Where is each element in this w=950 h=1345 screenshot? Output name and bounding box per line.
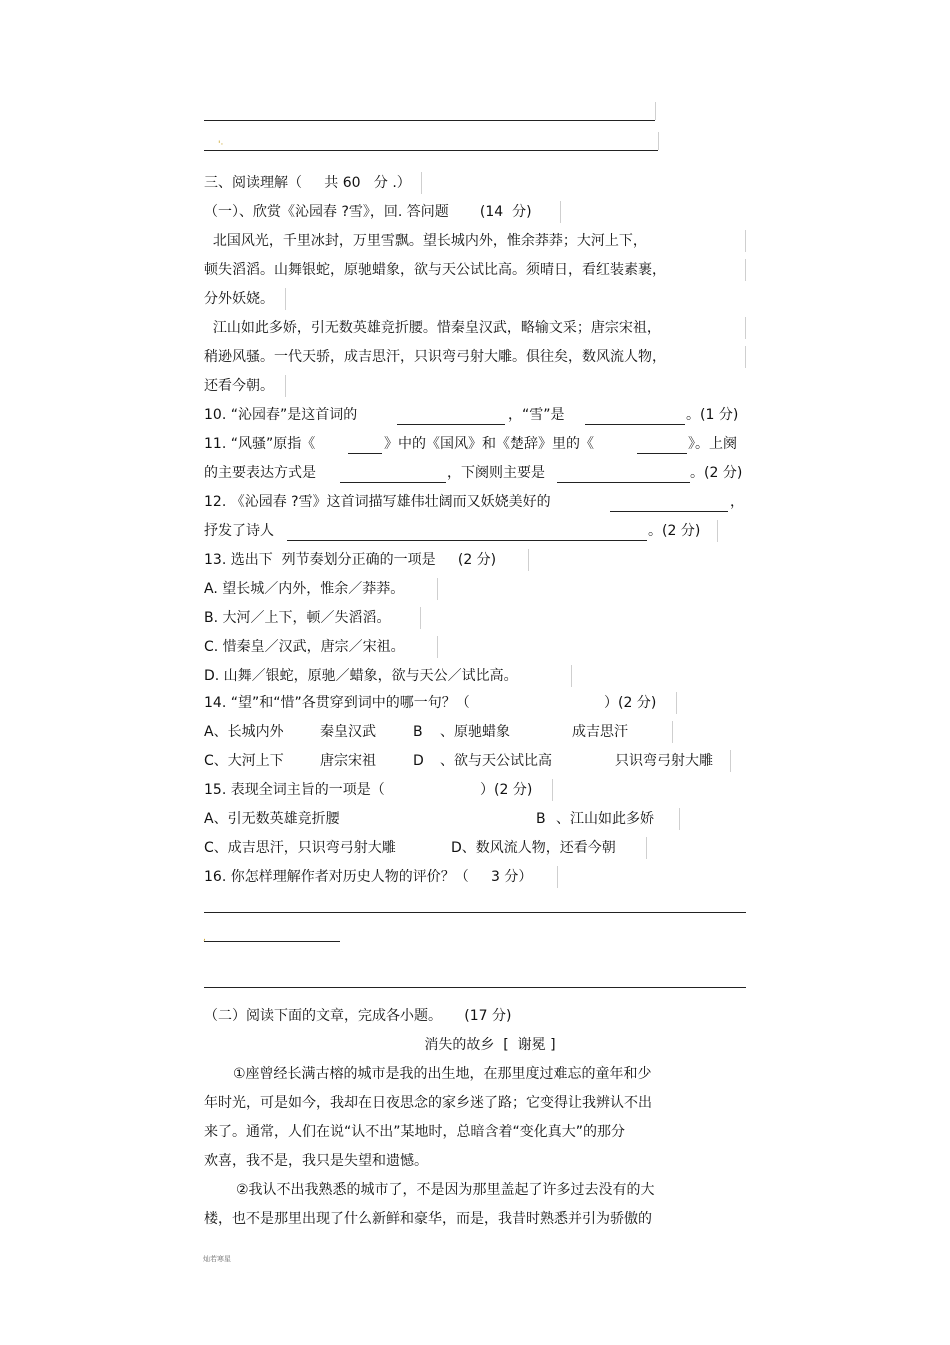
question-15-score: ）(2 分) bbox=[480, 782, 533, 798]
separator bbox=[557, 866, 558, 888]
separator bbox=[745, 259, 746, 281]
poem-line: 稍逊风骚。一代天骄，成吉思汗，只识弯弓射大雕。俱往矣，数风流人物， bbox=[204, 349, 666, 365]
answer-line[interactable] bbox=[204, 912, 746, 913]
separator bbox=[730, 750, 731, 772]
option-d-pair: 只识弯弓射大雕 bbox=[615, 753, 713, 769]
separator bbox=[717, 520, 718, 542]
question-10-part: ，“雪”是 bbox=[508, 407, 565, 423]
separator bbox=[421, 172, 422, 194]
option-b-letter[interactable]: B bbox=[413, 724, 423, 740]
option-b[interactable]: 、江山如此多娇 bbox=[556, 811, 654, 827]
question-11: 11. “风骚”原指《 bbox=[204, 436, 316, 452]
option-c[interactable]: C、大河上下 bbox=[204, 753, 284, 769]
answer-line bbox=[204, 120, 655, 121]
answer-blank[interactable] bbox=[585, 424, 685, 425]
part-heading: （二）阅读下面的文章，完成各小题。 (17 分) bbox=[204, 1008, 512, 1024]
question-14: 14. “望”和“惜”各贯穿到词中的哪一句？（ bbox=[204, 695, 470, 711]
poem-line: 北国风光，千里冰封，万里雪飘。望长城内外，惟余莽莽；大河上下， bbox=[204, 233, 647, 249]
section-heading: 三、阅读理解（ 共 60 分 .） bbox=[204, 175, 411, 191]
separator bbox=[437, 578, 438, 600]
question-16: 16. 你怎样理解作者对历史人物的评价？（ 3 分） bbox=[204, 869, 533, 885]
option-a-pair: 秦皇汉武 bbox=[320, 724, 376, 740]
question-12: 12. 《沁园春 ?雪》这首词描写雄伟壮阔而又妖娆美好的 bbox=[204, 494, 551, 510]
article-title: 消失的故乡 [ 谢冕 ] bbox=[424, 1037, 556, 1053]
answer-blank[interactable] bbox=[287, 540, 647, 541]
question-12-line2: 抒发了诗人 bbox=[204, 523, 274, 539]
option-c[interactable]: C. 惜秦皇／汉武，唐宗／宋祖。 bbox=[204, 639, 405, 655]
answer-line bbox=[204, 150, 658, 151]
question-10-score: 。(1 分) bbox=[686, 407, 739, 423]
separator bbox=[676, 692, 677, 714]
separator bbox=[745, 317, 746, 339]
separator bbox=[679, 808, 680, 830]
option-a[interactable]: A、长城内外 bbox=[204, 724, 284, 740]
separator bbox=[528, 549, 529, 571]
separator bbox=[655, 102, 656, 120]
option-b[interactable]: 、原驰蜡象 bbox=[440, 724, 510, 740]
answer-blank[interactable] bbox=[557, 482, 690, 483]
separator bbox=[437, 636, 438, 658]
option-a[interactable]: A. 望长城／内外，惟余／莽莽。 bbox=[204, 581, 405, 597]
answer-blank[interactable] bbox=[637, 453, 687, 454]
separator bbox=[745, 346, 746, 368]
question-11-part: ，下阕则主要是 bbox=[447, 465, 545, 481]
part-heading: （一）、欣赏《沁园春 ?雪》，回. 答问题 (14 分) bbox=[204, 204, 532, 220]
separator bbox=[658, 132, 659, 150]
option-b[interactable]: B. 大河／上下，顿／失滔滔。 bbox=[204, 610, 391, 626]
article-line: 来了。通常，人们在说“认不出”某地时，总暗含着“变化真大”的那分 bbox=[204, 1124, 626, 1140]
option-d[interactable]: D、数风流人物，还看今朝 bbox=[451, 840, 616, 856]
article-line: 楼，也不是那里出现了什么新鲜和豪华，而是，我昔时熟悉并引为骄傲的 bbox=[204, 1211, 652, 1227]
separator bbox=[745, 230, 746, 252]
stray-mark: '· bbox=[218, 140, 224, 150]
answer-blank[interactable] bbox=[397, 424, 505, 425]
question-15: 15. 表现全词主旨的一项是（ bbox=[204, 782, 385, 798]
separator bbox=[646, 837, 647, 859]
question-12-score: 。(2 分) bbox=[648, 523, 701, 539]
separator bbox=[571, 665, 572, 687]
article-line: ①座曾经长满古榕的城市是我的出生地，在那里度过难忘的童年和少 bbox=[233, 1066, 652, 1082]
option-b-pair: 成吉思汗 bbox=[572, 724, 628, 740]
question-11-part: 》中的《国风》和《楚辞》里的《 bbox=[384, 436, 594, 452]
option-c-pair: 唐宗宋祖 bbox=[320, 753, 376, 769]
article-line: ②我认不出我熟悉的城市了，不是因为那里盖起了许多过去没有的大 bbox=[236, 1182, 655, 1198]
question-10: 10. “沁园春”是这首词的 bbox=[204, 407, 358, 423]
poem-line: 顿失滔滔。山舞银蛇，原驰蜡象，欲与天公试比高。须晴日，看红装素裹， bbox=[204, 262, 666, 278]
question-13: 13. 选出下 列节奏划分正确的一项是 (2 分) bbox=[204, 552, 497, 568]
article-line: 年时光，可是如今，我却在日夜思念的家乡迷了路；它变得让我辨认不出 bbox=[204, 1095, 652, 1111]
separator bbox=[285, 375, 286, 397]
option-b-letter[interactable]: B bbox=[536, 811, 546, 827]
question-11-part: 》。上阕 bbox=[688, 436, 737, 452]
poem-line: 还看今朝。 bbox=[204, 378, 274, 394]
option-c[interactable]: C、成吉思汗，只识弯弓射大雕 bbox=[204, 840, 396, 856]
option-d-letter[interactable]: D bbox=[413, 753, 424, 769]
article-line: 欢喜，我不是，我只是失望和遗憾。 bbox=[204, 1153, 428, 1169]
separator bbox=[552, 779, 553, 801]
footer-note: 灿若寒星 bbox=[203, 1255, 231, 1263]
separator bbox=[420, 607, 421, 629]
answer-blank[interactable] bbox=[610, 511, 728, 512]
answer-line[interactable] bbox=[204, 941, 340, 942]
question-11-line2: 的主要表达方式是 bbox=[204, 465, 316, 481]
option-a[interactable]: A、引无数英雄竞折腰 bbox=[204, 811, 340, 827]
question-11-score: 。(2 分) bbox=[690, 465, 743, 481]
answer-blank[interactable] bbox=[340, 482, 446, 483]
poem-line: 江山如此多娇，引无数英雄竞折腰。惜秦皇汉武，略输文采；唐宗宋祖， bbox=[204, 320, 661, 336]
poem-line: 分外妖娆。 bbox=[204, 291, 274, 307]
question-12-part: ， bbox=[730, 494, 744, 510]
option-d[interactable]: D. 山舞／银蛇，原驰／蜡象，欲与天公／试比高。 bbox=[204, 668, 518, 684]
answer-line[interactable] bbox=[204, 987, 746, 988]
answer-blank[interactable] bbox=[348, 453, 382, 454]
question-14-score: ）(2 分) bbox=[604, 695, 657, 711]
option-d[interactable]: 、欲与天公试比高 bbox=[440, 753, 552, 769]
stray-mark: , bbox=[203, 933, 206, 943]
separator bbox=[285, 288, 286, 310]
separator bbox=[672, 721, 673, 743]
separator bbox=[560, 201, 561, 223]
